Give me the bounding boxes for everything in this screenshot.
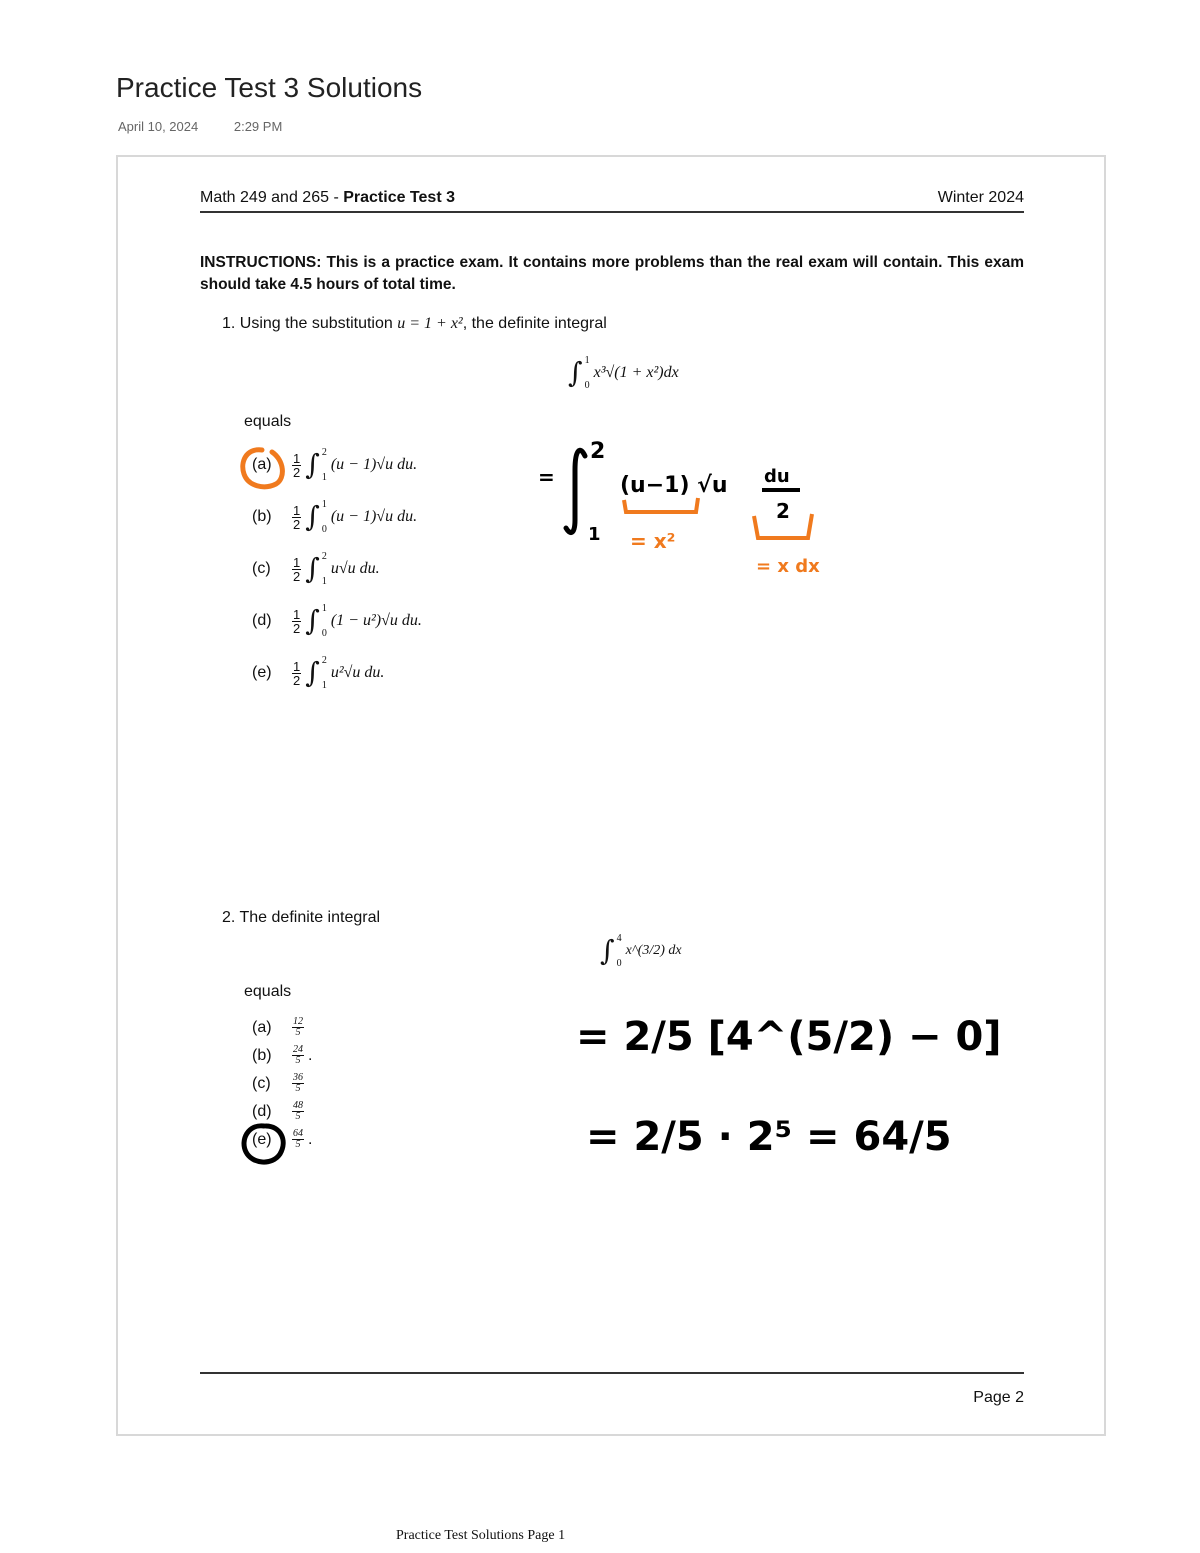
hw-q1-du: du bbox=[764, 466, 790, 487]
footer-rule bbox=[200, 1372, 1024, 1374]
hw-q2-line2: = 2/5 · 2⁵ = 64/5 bbox=[586, 1114, 952, 1160]
q1-integrand: x³√(1 + x²)dx bbox=[593, 364, 679, 381]
pdf-printout bbox=[116, 155, 1106, 1436]
q1-option-d bbox=[252, 603, 422, 639]
hw-q1-eq: = bbox=[538, 465, 555, 489]
option-label: (a) bbox=[252, 1018, 272, 1036]
integral-limits: 2 1 bbox=[321, 551, 327, 587]
option-label: (d) bbox=[252, 612, 272, 629]
hw-q1-under-left: = x² bbox=[630, 529, 676, 553]
q2-option-b bbox=[252, 1045, 312, 1066]
hw-q1-body: (u−1) √u bbox=[620, 473, 728, 498]
integral-limits: 2 1 bbox=[321, 447, 327, 483]
half-fraction: $\frac{1}{2}$ bbox=[293, 502, 301, 532]
hw-q1-two: 2 bbox=[776, 499, 790, 523]
integral-limits: 4 0 bbox=[616, 933, 622, 969]
q2-option-e bbox=[252, 1129, 312, 1150]
option-expression: (u − 1)√u du. bbox=[330, 508, 418, 525]
note-date: April 10, 2024 bbox=[118, 119, 199, 134]
integral-limits: 2 1 bbox=[321, 655, 327, 691]
note-title: Practice Test 3 Solutions bbox=[116, 72, 423, 103]
q2-option-a bbox=[252, 1017, 308, 1038]
instructions: INSTRUCTIONS: This is a practice exam. It contains more problems than the real exam will contain. This exam should take 4.5 hours of total time. bbox=[200, 254, 1024, 293]
q1-prompt-prefix: 1. Using the substitution bbox=[222, 315, 398, 332]
integral-sign: ∫ bbox=[305, 604, 320, 637]
q1-substitution: u = 1 + x² bbox=[397, 315, 463, 332]
q2-integrand: x^(3/2) dx bbox=[625, 943, 682, 958]
header-course: Math 249 and 265 - bbox=[200, 189, 344, 206]
option-label: (b) bbox=[252, 508, 272, 525]
option-expression: u√u du. bbox=[330, 560, 380, 577]
note-time: 2:29 PM bbox=[233, 119, 283, 134]
option-expression: (1 − u²)√u du. bbox=[330, 612, 422, 629]
q1-prompt-suffix: , the definite integral bbox=[462, 315, 607, 332]
half-fraction: $\frac{1}{2}$ bbox=[293, 658, 301, 688]
exam-header-right: Winter 2024 bbox=[937, 189, 1024, 206]
q1-option-a bbox=[252, 447, 417, 483]
q1-equals: equals bbox=[244, 413, 292, 430]
integral-sign: ∫ bbox=[305, 656, 320, 689]
note-meta bbox=[118, 119, 282, 134]
q2-integral bbox=[600, 933, 682, 969]
exam-header-left bbox=[200, 189, 455, 207]
integral-limits: 1 0 bbox=[584, 355, 590, 391]
option-label: (e) bbox=[252, 1130, 272, 1148]
integral-limits: 1 0 bbox=[321, 499, 327, 535]
hw-q1-lower: 1 bbox=[588, 524, 601, 545]
option-label: (a) bbox=[252, 456, 272, 473]
header-test-name: Practice Test 3 bbox=[343, 189, 455, 206]
option-expression: (u − 1)√u du. bbox=[330, 456, 418, 473]
integral-limits: 1 0 bbox=[321, 603, 327, 639]
option-label: (c) bbox=[252, 1074, 271, 1092]
option-fraction: $\frac{12}{5}$ bbox=[293, 1016, 303, 1038]
integral-sign: ∫ bbox=[305, 448, 320, 481]
half-fraction: $\frac{1}{2}$ bbox=[293, 606, 301, 636]
option-fraction: $\frac{36}{5}$ bbox=[293, 1072, 303, 1094]
half-fraction: $\frac{1}{2}$ bbox=[293, 554, 301, 584]
q1-option-e bbox=[252, 655, 384, 691]
footer-page-number: Page 2 bbox=[973, 1389, 1024, 1406]
option-label: (b) bbox=[252, 1046, 272, 1064]
hw-q1-upper: 2 bbox=[590, 439, 606, 464]
hw-q2-line1: = 2/5 [4^(5/2) − 0] bbox=[576, 1014, 1002, 1060]
option-fraction: $\frac{24}{5}$ bbox=[293, 1044, 303, 1066]
q2-option-c bbox=[252, 1073, 308, 1094]
q2-option-d bbox=[252, 1101, 308, 1122]
q1-integral bbox=[568, 355, 679, 391]
header-rule bbox=[200, 211, 1024, 213]
q1-option-c bbox=[252, 551, 380, 587]
integral-sign: ∫ bbox=[568, 356, 583, 389]
q1-prompt bbox=[222, 315, 607, 333]
option-fraction: $\frac{48}{5}$ bbox=[293, 1100, 303, 1122]
hw-q1-under-right: = x dx bbox=[756, 556, 820, 577]
q2-equals: equals bbox=[244, 983, 292, 1000]
page-caption: Practice Test Solutions Page 1 bbox=[396, 1528, 566, 1543]
half-fraction: $\frac{1}{2}$ bbox=[293, 450, 301, 480]
option-label: (e) bbox=[252, 664, 272, 681]
option-expression: u²√u du. bbox=[330, 664, 385, 681]
option-label: (d) bbox=[252, 1102, 272, 1120]
option-fraction: $\frac{64}{5}$ bbox=[293, 1128, 303, 1150]
option-tail: . bbox=[308, 1046, 313, 1064]
q2-prompt: 2. The definite integral bbox=[222, 909, 381, 926]
q1-option-b bbox=[252, 499, 417, 535]
integral-sign: ∫ bbox=[600, 934, 615, 967]
integral-sign: ∫ bbox=[305, 552, 320, 585]
integral-sign: ∫ bbox=[305, 500, 320, 533]
option-tail: . bbox=[308, 1130, 313, 1148]
option-label: (c) bbox=[252, 560, 271, 577]
